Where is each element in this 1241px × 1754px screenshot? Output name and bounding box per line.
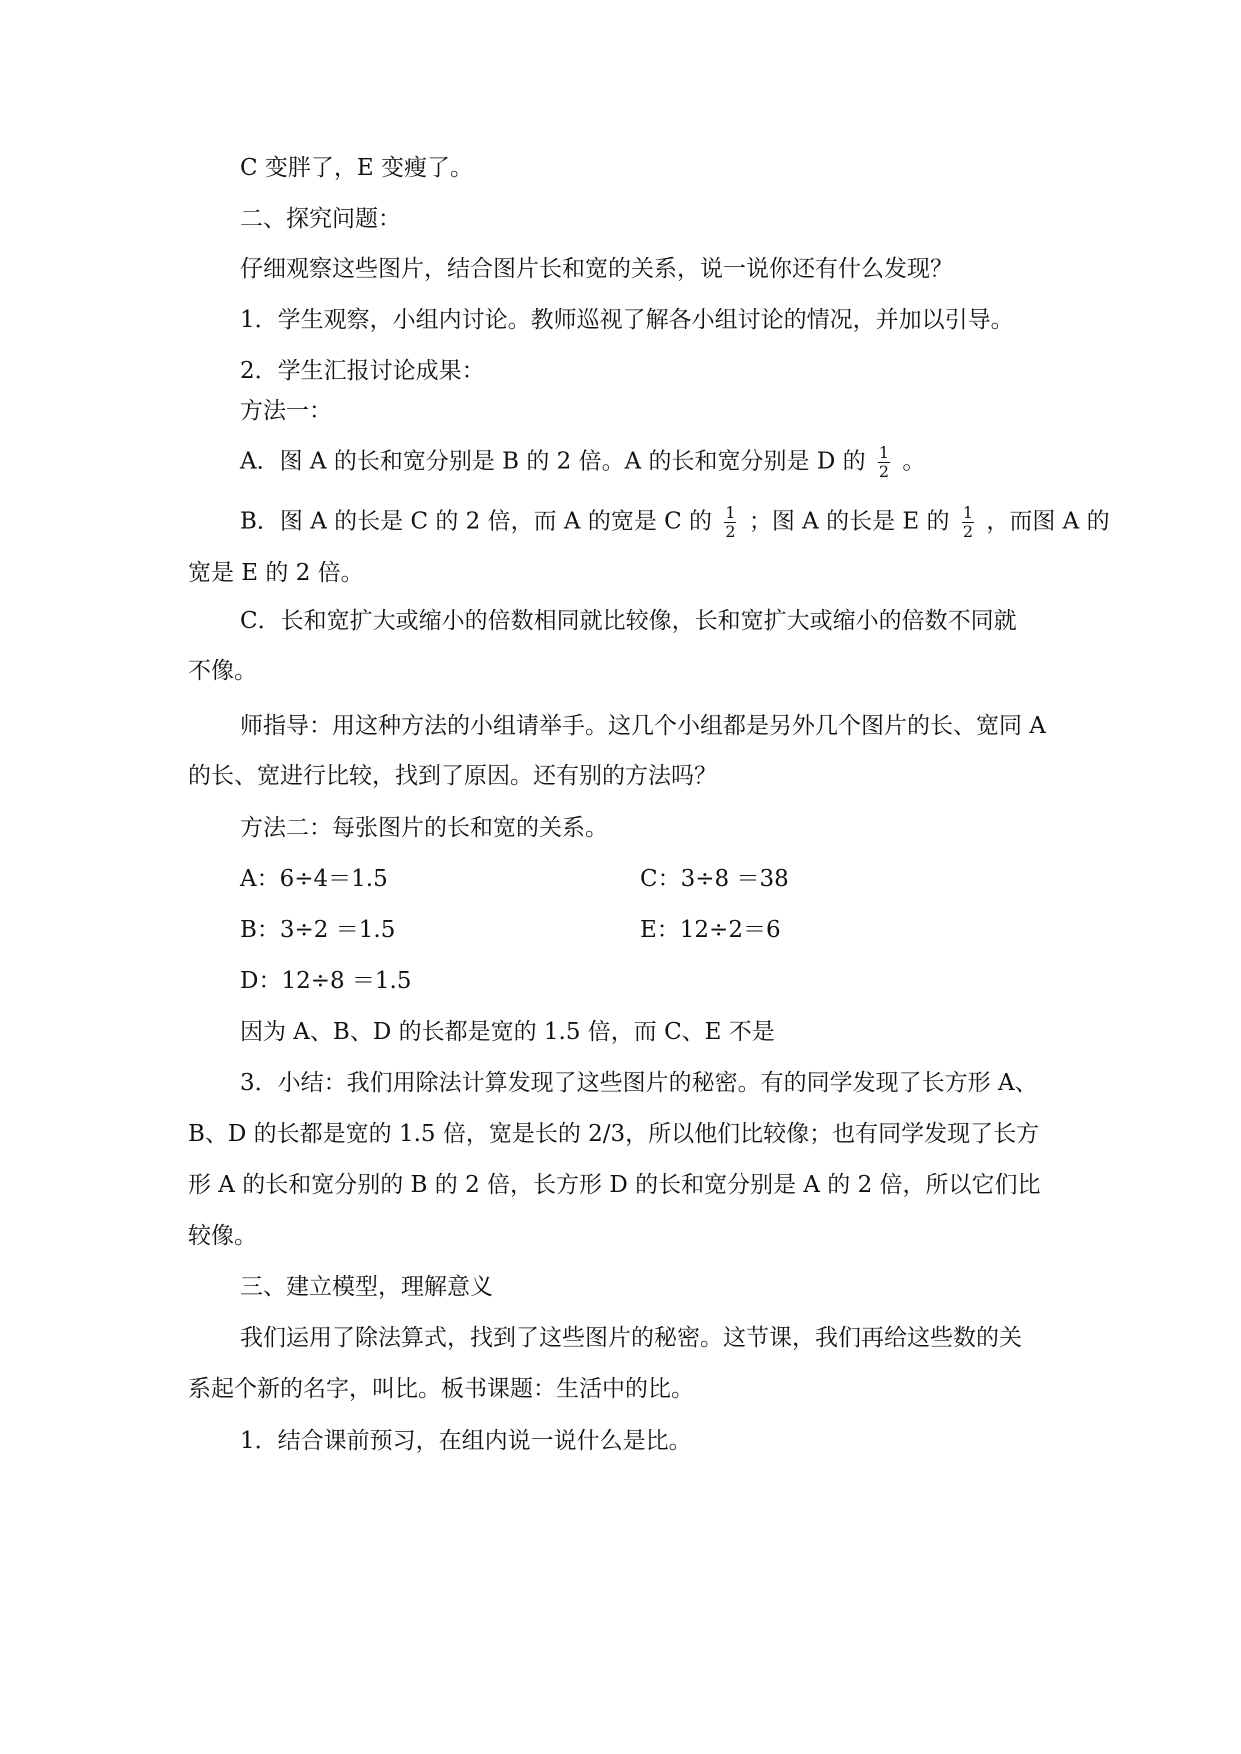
fraction-denominator: 2	[878, 462, 890, 481]
text-line: 3．小结：我们用除法计算发现了这些图片的秘密。有的同学发现了长方形 A、	[240, 1070, 1038, 1096]
fraction	[961, 505, 975, 540]
text-line: C．长和宽扩大或缩小的倍数相同就比较像，长和宽扩大或缩小的倍数不同就	[240, 608, 1017, 634]
text-line: 我们运用了除法算式，找到了这些图片的秘密。这节课，我们再给这些数的关	[240, 1325, 1022, 1351]
calc-e: E：12÷2＝6	[640, 917, 781, 943]
text-line: B、D 的长都是宽的 1.5 倍，宽是长的 2/3，所以他们比较像；也有同学发现了长方	[188, 1121, 1040, 1147]
text-line: 1．结合课前预习，在组内说一说什么是比。	[240, 1428, 692, 1454]
text-line: 2．学生汇报讨论成果：	[240, 358, 485, 384]
calc-c: C：3÷8 ＝38	[640, 866, 789, 892]
fraction-denominator: 2	[725, 522, 736, 541]
text-span: ，而图 A 的	[986, 508, 1110, 535]
text-line: C 变胖了，E 变瘦了。	[240, 155, 474, 181]
calc-a: A：6÷4＝1.5	[240, 866, 388, 892]
text-line: 1．学生观察，小组内讨论。教师巡视了解各小组讨论的情况，并加以引导。	[240, 307, 1014, 333]
text-line	[240, 445, 925, 480]
text-span: ；图 A 的长是 E 的	[748, 508, 950, 535]
fraction-numerator: 1	[962, 503, 974, 522]
fraction-denominator: 2	[962, 522, 974, 541]
section-heading: 二、探究问题：	[240, 206, 401, 232]
fraction-numerator: 1	[878, 443, 890, 462]
text-line: 因为 A、B、D 的长都是宽的 1.5 倍，而 C、E 不是	[240, 1019, 775, 1045]
text-line	[240, 505, 1110, 540]
text-span: A．图 A 的长和宽分别是 B 的 2 倍。A 的长和宽分别是 D 的	[240, 448, 866, 475]
text-line: 不像。	[188, 658, 257, 684]
text-line: 的长、宽进行比较，找到了原因。还有别的方法吗？	[188, 763, 717, 789]
fraction	[723, 505, 737, 540]
calc-b: B：3÷2 ＝1.5	[240, 917, 396, 943]
calc-d: D：12÷8 ＝1.5	[240, 968, 412, 994]
text-line: 师指导：用这种方法的小组请举手。这几个小组都是另外几个图片的长、宽同 A	[240, 713, 1046, 739]
section-heading: 三、建立模型，理解意义	[240, 1274, 493, 1300]
text-span: B．图 A 的长是 C 的 2 倍，而 A 的宽是 C 的	[240, 508, 713, 535]
text-line: 宽是 E 的 2 倍。	[188, 560, 364, 586]
text-line: 仔细观察这些图片，结合图片长和宽的关系，说一说你还有什么发现？	[240, 256, 953, 282]
fraction-numerator: 1	[725, 503, 736, 522]
text-line: 方法二：每张图片的长和宽的关系。	[240, 815, 608, 841]
text-line: 系起个新的名字，叫比。板书课题：生活中的比。	[188, 1376, 694, 1402]
text-line: 形 A 的长和宽分别的 B 的 2 倍，长方形 D 的长和宽分别是 A 的 2 倍，所以它们比	[188, 1172, 1041, 1198]
fraction	[877, 445, 891, 480]
text-line: 较像。	[188, 1223, 257, 1249]
text-span: 。	[902, 448, 926, 475]
text-line: 方法一：	[240, 398, 332, 424]
